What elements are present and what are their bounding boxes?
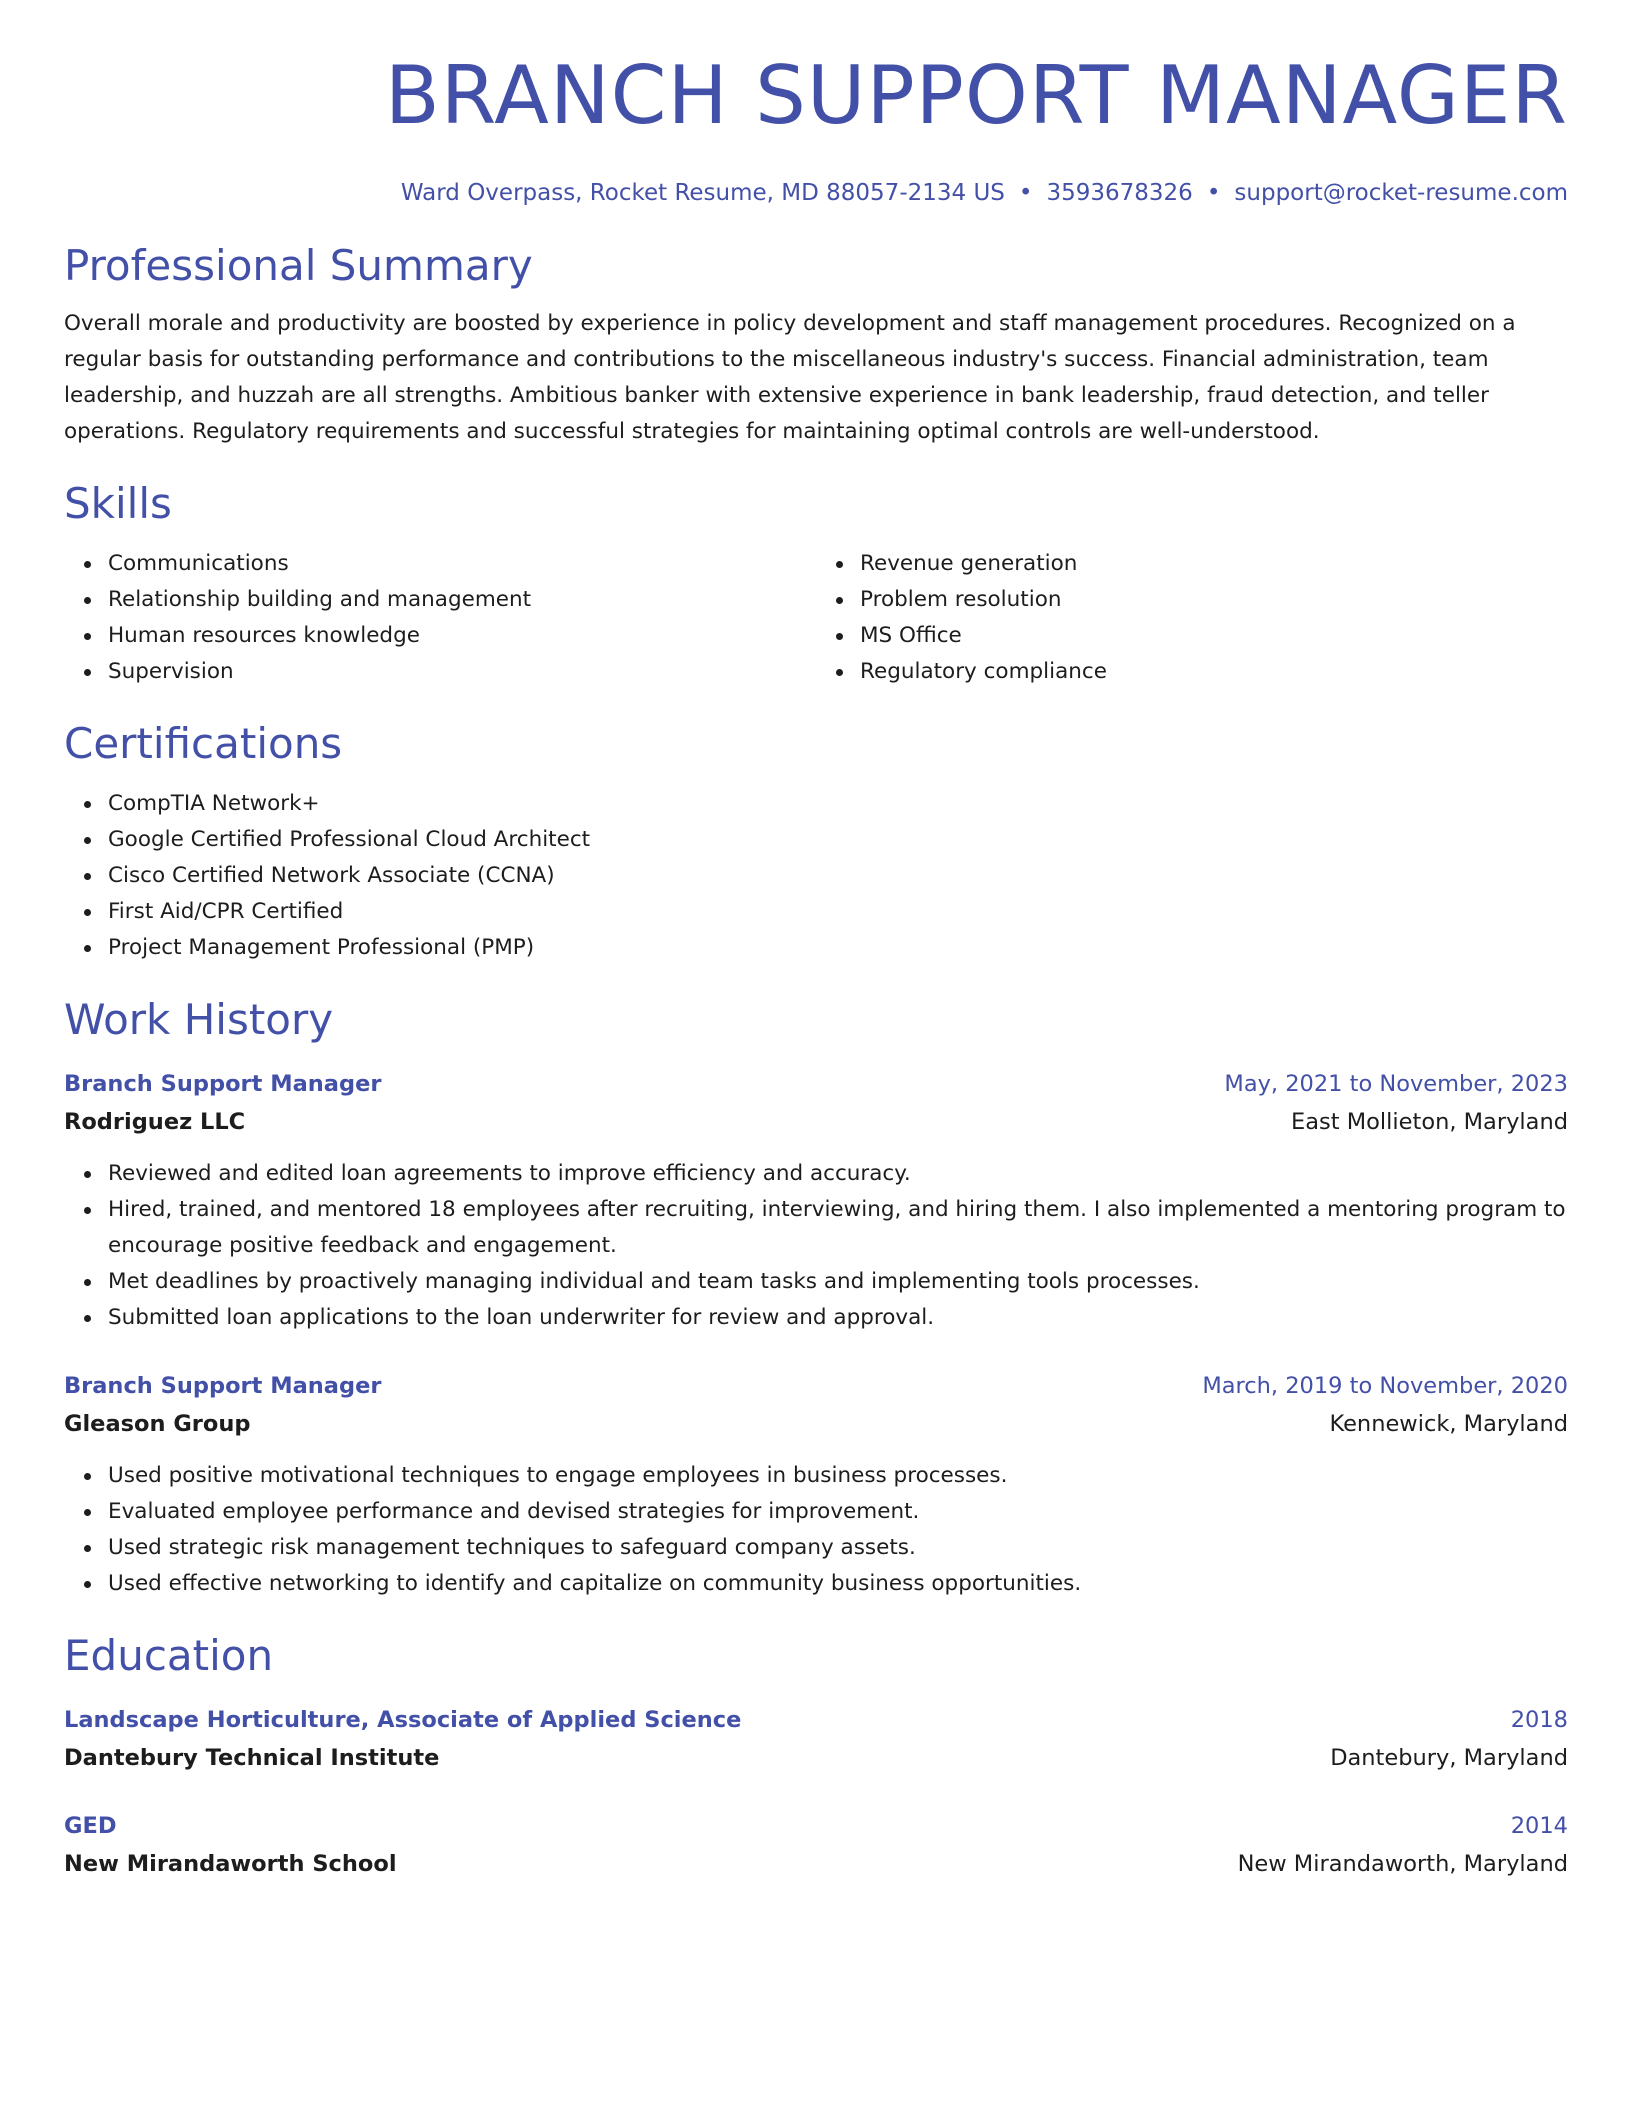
certifications-title: Certifications	[64, 719, 343, 768]
skill-item: Human resources knowledge	[108, 618, 816, 654]
job-bullet: Used strategic risk management techniques to safeguard company assets.	[108, 1530, 1568, 1566]
certifications-list	[64, 786, 1568, 966]
certification-item: Cisco Certified Network Associate (CCNA)	[108, 858, 1568, 894]
job-bullet: Evaluated employee performance and devised strategies for improvement.	[108, 1494, 1568, 1530]
job-bullet: Reviewed and edited loan agreements to improve efficiency and accuracy.	[108, 1156, 1568, 1192]
skill-item: Revenue generation	[860, 546, 1568, 582]
job-bullets	[64, 1156, 1568, 1336]
job-entry	[64, 1066, 1568, 1336]
contact-separator: •	[1206, 180, 1221, 206]
job-entry	[64, 1368, 1568, 1602]
skill-item: Communications	[108, 546, 816, 582]
job-title-heading: BRANCH SUPPORT MANAGER	[384, 49, 1568, 142]
summary-text: Overall morale and productivity are boosted by experience in policy development and staff management procedures. Recognized on a regular basis for outstanding performance and contributions to the miscellaneous industry's success. Financial administration, team leadership, and huzzah are all strengths. Ambitious banker with extensive experience in bank leadership, fraud detection, and teller operations. Regulatory requirements and successful strategies for maintaining optimal controls are well-understood.	[64, 311, 1516, 444]
education-year: 2018	[1510, 1707, 1568, 1733]
contact-address: Ward Overpass, Rocket Resume, MD 88057-2134 US	[400, 180, 1005, 206]
job-bullet: Used positive motivational techniques to engage employees in business processes.	[108, 1458, 1568, 1494]
job-company: Rodriguez LLC	[64, 1109, 246, 1135]
skill-item: MS Office	[860, 618, 1568, 654]
education-location: Dantebury, Maryland	[1330, 1745, 1568, 1771]
contact-phone[interactable]: 3593678326	[1046, 180, 1193, 206]
work-history-title: Work History	[64, 995, 334, 1044]
job-header-row	[64, 1368, 1568, 1404]
job-bullet: Hired, trained, and mentored 18 employees after recruiting, interviewing, and hiring them. I also implemented a mentoring program to encourage positive feedback and engagement.	[108, 1192, 1568, 1264]
job-dates: March, 2019 to November, 2020	[1202, 1373, 1568, 1399]
job-location: Kennewick, Maryland	[1329, 1411, 1568, 1437]
resume-header	[64, 48, 1568, 208]
education-degree: Landscape Horticulture, Associate of Applied Science	[64, 1707, 742, 1733]
job-title: Branch Support Manager	[64, 1373, 382, 1399]
skill-item: Relationship building and management	[108, 582, 816, 618]
job-location: East Mollieton, Maryland	[1291, 1109, 1568, 1135]
education-header-row	[64, 1702, 1568, 1738]
job-company-row	[64, 1404, 1568, 1444]
education-entry	[64, 1702, 1568, 1778]
job-company-row	[64, 1102, 1568, 1142]
education-year: 2014	[1510, 1813, 1568, 1839]
certification-item: Google Certified Professional Cloud Architect	[108, 822, 1568, 858]
education-school: New Mirandaworth School	[64, 1851, 397, 1877]
contact-email[interactable]: support@rocket-resume.com	[1234, 180, 1568, 206]
certification-item: First Aid/CPR Certified	[108, 894, 1568, 930]
certification-item: Project Management Professional (PMP)	[108, 930, 1568, 966]
skills-list-left	[64, 546, 816, 690]
job-bullet: Submitted loan applications to the loan underwriter for review and approval.	[108, 1300, 1568, 1336]
job-bullet: Met deadlines by proactively managing individual and team tasks and implementing tools processes.	[108, 1264, 1568, 1300]
contact-separator: •	[1018, 180, 1033, 206]
education-section	[64, 1630, 1568, 1884]
skills-grid	[64, 530, 1568, 690]
certification-item: CompTIA Network+	[108, 786, 1568, 822]
summary-title: Professional Summary	[64, 241, 533, 290]
job-title: Branch Support Manager	[64, 1071, 382, 1097]
skills-list-right	[816, 546, 1568, 690]
job-bullet: Used effective networking to identify and capitalize on community business opportunities.	[108, 1566, 1568, 1602]
education-school-row	[64, 1844, 1568, 1884]
contact-line	[64, 178, 1568, 208]
education-header-row	[64, 1808, 1568, 1844]
skill-item: Regulatory compliance	[860, 654, 1568, 690]
job-bullets	[64, 1458, 1568, 1602]
job-dates: May, 2021 to November, 2023	[1224, 1071, 1568, 1097]
skill-item: Problem resolution	[860, 582, 1568, 618]
education-title: Education	[64, 1631, 274, 1680]
certifications-section	[64, 718, 1568, 966]
education-entry	[64, 1808, 1568, 1884]
skill-item: Supervision	[108, 654, 816, 690]
skills-title: Skills	[64, 479, 172, 528]
skills-section	[64, 478, 1568, 690]
education-school: Dantebury Technical Institute	[64, 1745, 440, 1771]
education-degree: GED	[64, 1813, 117, 1839]
education-location: New Mirandaworth, Maryland	[1237, 1851, 1568, 1877]
education-school-row	[64, 1738, 1568, 1778]
summary-section	[64, 240, 1568, 450]
work-history-section	[64, 994, 1568, 1602]
job-company: Gleason Group	[64, 1411, 251, 1437]
job-header-row	[64, 1066, 1568, 1102]
